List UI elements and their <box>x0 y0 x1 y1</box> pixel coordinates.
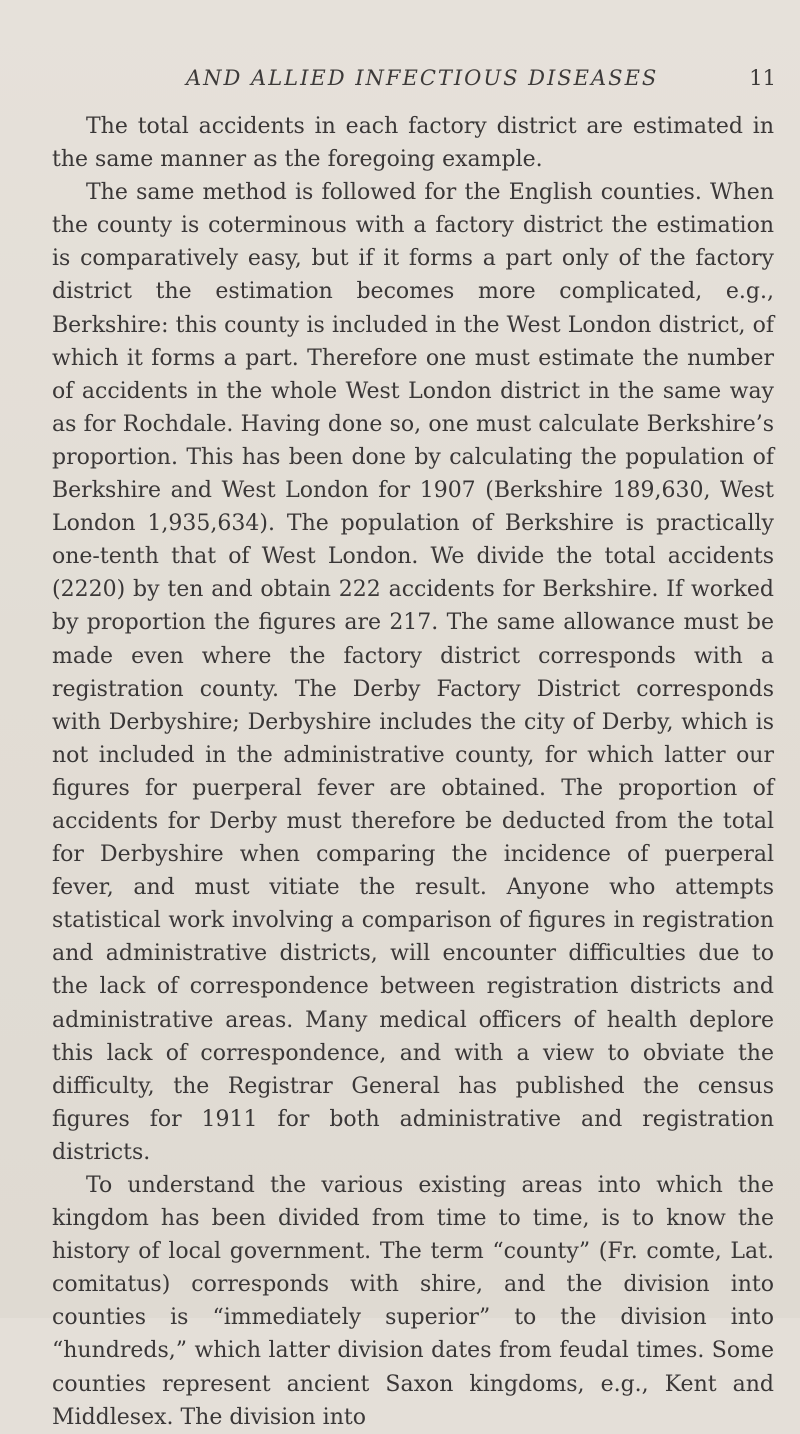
running-head <box>186 66 776 96</box>
paragraph-3: To understand the various existing areas into which the kingdom has been divided from time to time, is to know the history of local government. The term “county” (Fr. comte, Lat. comitatus) corresponds with shire, and the division into counties is “immediately superior” to the division into “hundreds,” which latter division dates from feudal times. Some counties represent ancient Saxon kingdoms, e.g., Kent and Middlesex. The division into <box>52 1173 774 1430</box>
paragraph-1: The total accidents in each factory district are estimated in the same manner as the foregoing example. <box>52 114 774 173</box>
page-number: 11 <box>749 66 776 90</box>
running-head-title: AND ALLIED INFECTIOUS DISEASES <box>186 66 659 90</box>
body-text <box>52 110 774 1434</box>
paragraph-2: The same method is followed for the English counties. When the county is coterminous with a factory district the estimation is comparatively easy, but if it forms a part only of the factory district the estimation becomes more complicated, e.g., Berkshire: this county is included in the West London district, of which it forms a part. Therefore one must estimate the number of accidents in the whole West London district in the same way as for Rochdale. Having done so, one must calculate Berkshire’s proportion. This has been done by calculating the population of Berkshire and West London for 1907 (Berkshire 189,630, West London 1,935,634). The population of Berkshire is practically one-tenth that of West London. We divide the total accidents (2220) by ten and obtain 222 accidents for Berkshire. If worked by proportion the figures are 217. The same allowance must be made even where the factory district corresponds with a registration county. The Derby Factory District corresponds with Derbyshire; Derbyshire includes the city of Derby, which is not included in the administrative county, for which latter our figures for puerperal fever are obtained. The proportion of accidents for Derby must therefore be deducted from the total for Derbyshire when comparing the incidence of puerperal fever, and must vitiate the result. Anyone who attempts statistical work involving a comparison of figures in registration and administrative districts, will encounter difficulties due to the lack of correspondence between registration districts and administrative areas. Many medical officers of health deplore this lack of correspondence, and with a view to obviate the difficulty, the Registrar General has published the census figures for 1911 for both administrative and registration districts. <box>52 180 774 1165</box>
